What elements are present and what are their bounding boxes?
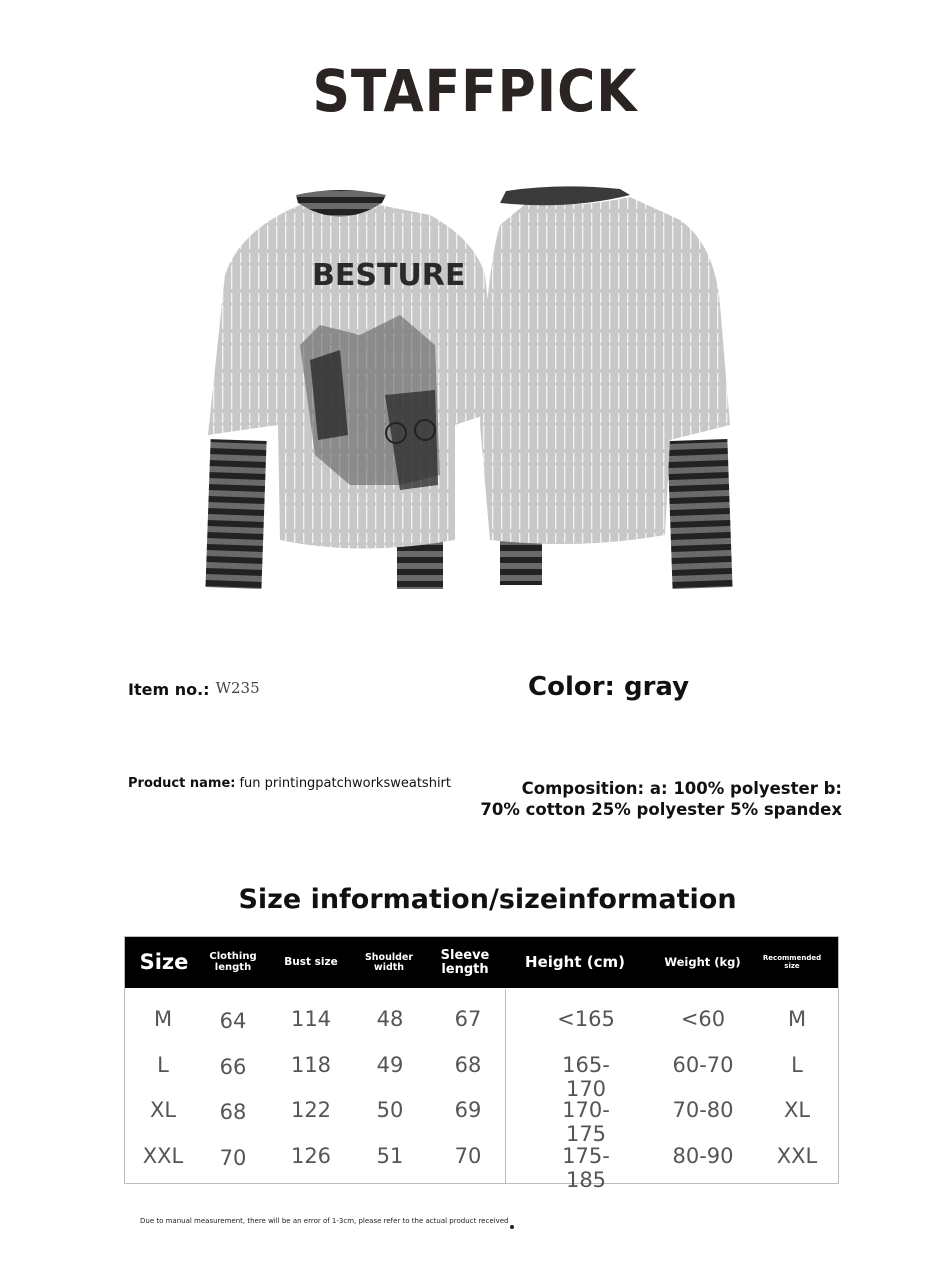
header-height: Height (cm) [525,952,625,971]
table-cell: 122 [290,1098,332,1122]
measurement-note: Due to manual measurement, there will be an error of 1-3cm, please refer to the actual product received [140,1217,509,1225]
table-cell: 69 [454,1098,482,1122]
product-photo [200,185,740,605]
product-name [128,776,451,791]
table-cell: 114 [290,1007,332,1031]
table-cell: 60-70 [672,1053,734,1077]
shirt-back [480,186,733,589]
table-cell: 170-175 [562,1098,610,1146]
table-cell: 175-185 [562,1144,610,1192]
header-clothing-length: Clothing length [209,951,257,973]
item-number-label: Item no.: [128,680,210,699]
composition-line-1: Composition: a: 100% polyester b: [521,779,842,798]
table-cell: 70-80 [672,1098,734,1122]
size-table [124,936,839,1192]
table-cell: 68 [219,1100,247,1124]
table-cell: 165-170 [562,1053,610,1101]
table-cell: XL [149,1098,177,1122]
table-cell: 67 [454,1007,482,1031]
table-cell: 50 [376,1098,404,1122]
header-recommended-size: Recommended size [762,954,822,970]
table-cell: 66 [219,1055,247,1079]
header-shoulder-width: Shoulder width [364,951,414,973]
table-cell: 70 [219,1146,247,1170]
table-cell: <165 [557,1007,615,1031]
product-name-value: fun printingpatchworksweatshirt [239,776,451,791]
table-cell: XXL [142,1144,184,1168]
header-sleeve-length: Sleeve length [440,947,490,977]
color-info: Color: gray [528,672,690,702]
size-section-title: Size information/sizeinformation [238,884,737,915]
product-name-label: Product name: [128,776,236,791]
table-cell: XL [783,1098,811,1122]
size-table-header [125,937,838,988]
table-cell: M [153,1007,173,1031]
table-cell: M [787,1007,807,1031]
table-cell: 118 [290,1053,332,1077]
table-cell: 49 [376,1053,404,1077]
item-number [128,680,260,699]
table-cell: 48 [376,1007,404,1031]
table-cell: XXL [776,1144,818,1168]
header-bust-size: Bust size [284,955,338,968]
table-cell: L [157,1053,169,1077]
shirt-front [205,190,500,589]
header-size: Size [139,950,189,975]
table-cell: <60 [680,1007,726,1031]
table-cell: 68 [454,1053,482,1077]
table-cell: 64 [219,1009,247,1033]
header-weight: Weight (kg) [664,955,741,970]
table-cell: L [791,1053,803,1077]
print-text: BESTURE [312,258,466,293]
item-number-value: W235 [215,679,260,697]
bullet-dot [510,1225,514,1229]
table-cell: 126 [290,1144,332,1168]
table-cell: 80-90 [672,1144,734,1168]
composition [470,778,842,820]
brand-logo: STAFFPICK [312,58,638,126]
composition-line-2: 70% cotton 25% polyester 5% spandex [480,800,842,819]
table-cell: 70 [454,1144,482,1168]
table-cell: 51 [376,1144,404,1168]
